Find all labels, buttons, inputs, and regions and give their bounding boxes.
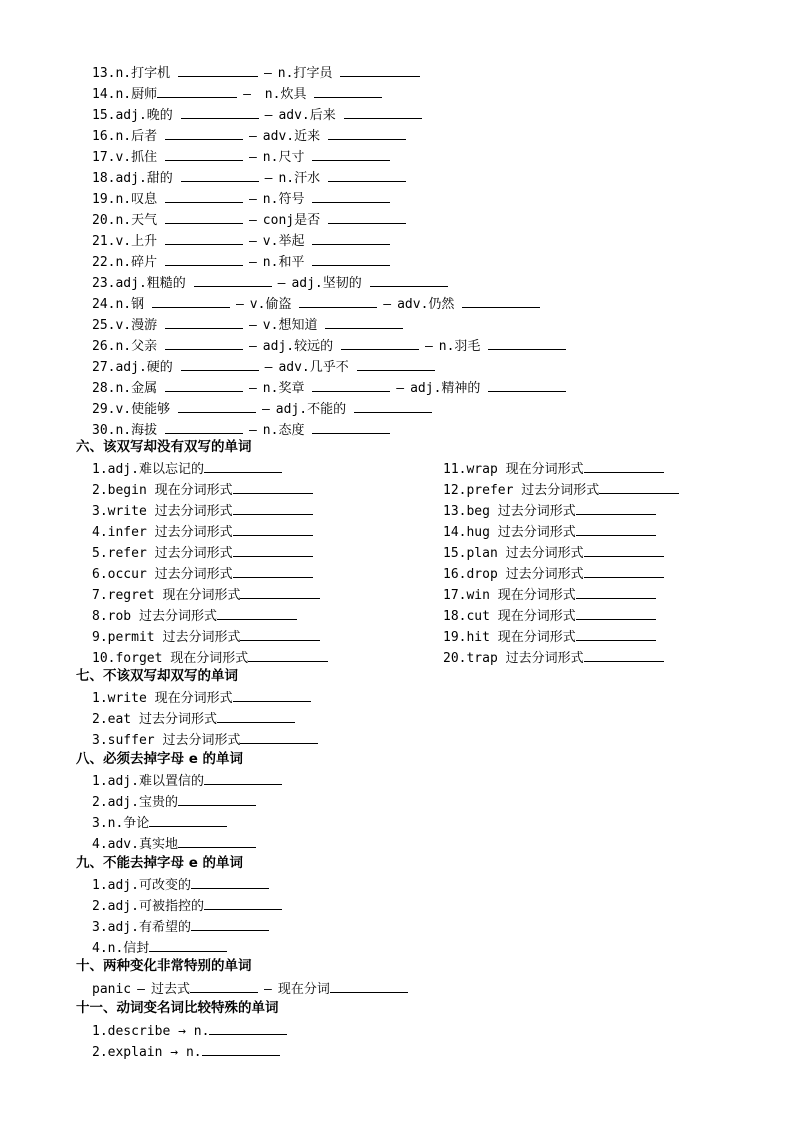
answer-blank[interactable] (165, 146, 243, 161)
answer-blank[interactable] (357, 356, 435, 371)
answer-blank[interactable] (312, 146, 390, 161)
answer-blank[interactable] (340, 62, 420, 77)
answer-blank[interactable] (181, 167, 259, 182)
answer-blank[interactable] (330, 978, 408, 993)
list-item: 14.hug 过去分词形式 (443, 521, 656, 543)
list-item: 3.suffer 过去分词形式 (92, 729, 318, 751)
answer-blank[interactable] (157, 83, 237, 98)
list-item: 1.adj.可改变的 (92, 874, 269, 896)
answer-blank[interactable] (194, 272, 272, 287)
answer-blank[interactable] (576, 500, 656, 515)
answer-blank[interactable] (341, 335, 419, 350)
answer-blank[interactable] (217, 708, 295, 723)
list-item: 24.n.钢 — v.偷盗 — adv.仍然 (92, 293, 540, 315)
section-title: 七、不该双写却双写的单词 (76, 668, 238, 684)
answer-blank[interactable] (584, 458, 664, 473)
list-item: 1.write 现在分词形式 (92, 687, 311, 709)
list-item: 16.drop 过去分词形式 (443, 563, 664, 585)
answer-blank[interactable] (325, 314, 403, 329)
answer-blank[interactable] (312, 230, 390, 245)
answer-blank[interactable] (181, 104, 259, 119)
answer-blank[interactable] (314, 83, 382, 98)
answer-blank[interactable] (488, 335, 566, 350)
answer-blank[interactable] (181, 356, 259, 371)
answer-blank[interactable] (584, 563, 664, 578)
answer-blank[interactable] (584, 647, 664, 662)
answer-blank[interactable] (165, 419, 243, 434)
answer-blank[interactable] (488, 377, 566, 392)
list-item: 25.v.漫游 — v.想知道 (92, 314, 403, 336)
list-item: 21.v.上升 — v.举起 (92, 230, 390, 252)
section-title: 十一、动词变名词比较特殊的单词 (76, 1000, 279, 1016)
answer-blank[interactable] (190, 978, 258, 993)
answer-blank[interactable] (165, 209, 243, 224)
answer-blank[interactable] (576, 584, 656, 599)
list-item: 14.n.厨师 — n.炊具 (92, 83, 382, 105)
list-item: 26.n.父亲 — adj.较远的 — n.羽毛 (92, 335, 566, 357)
answer-blank[interactable] (165, 377, 243, 392)
answer-blank[interactable] (178, 833, 256, 848)
answer-blank[interactable] (165, 125, 243, 140)
list-item: 23.adj.粗糙的 — adj.坚韧的 (92, 272, 448, 294)
arrow-icon: → (178, 1024, 186, 1039)
list-item: 6.occur 过去分词形式 (92, 563, 313, 585)
list-item: panic — 过去式 — 现在分词 (92, 978, 408, 1000)
answer-blank[interactable] (204, 770, 282, 785)
answer-blank[interactable] (233, 687, 311, 702)
list-item: 20.trap 过去分词形式 (443, 647, 664, 669)
answer-blank[interactable] (354, 398, 432, 413)
list-item: 5.refer 过去分词形式 (92, 542, 313, 564)
list-item: 18.adj.甜的 — n.汗水 (92, 167, 406, 189)
answer-blank[interactable] (152, 293, 230, 308)
list-item: 2.eat 过去分词形式 (92, 708, 295, 730)
list-item: 15.plan 过去分词形式 (443, 542, 664, 564)
list-item: 17.win 现在分词形式 (443, 584, 656, 606)
list-item: 27.adj.硬的 — adv.几乎不 (92, 356, 435, 378)
answer-blank[interactable] (165, 188, 243, 203)
answer-blank[interactable] (204, 458, 282, 473)
section-title: 九、不能去掉字母 e 的单词 (76, 855, 244, 871)
list-item: 4.infer 过去分词形式 (92, 521, 313, 543)
answer-blank[interactable] (462, 293, 540, 308)
answer-blank[interactable] (248, 647, 328, 662)
answer-blank[interactable] (178, 62, 258, 77)
list-item: 9.permit 过去分词形式 (92, 626, 320, 648)
list-item: 7.regret 现在分词形式 (92, 584, 320, 606)
answer-blank[interactable] (576, 605, 656, 620)
answer-blank[interactable] (240, 626, 320, 641)
list-item: 30.n.海拔 — n.态度 (92, 419, 390, 441)
list-item: 2.begin 现在分词形式 (92, 479, 313, 501)
answer-blank[interactable] (233, 542, 313, 557)
answer-blank[interactable] (599, 479, 679, 494)
answer-blank[interactable] (299, 293, 377, 308)
answer-blank[interactable] (312, 377, 390, 392)
section-title: 六、该双写却没有双写的单词 (76, 439, 252, 455)
answer-blank[interactable] (328, 209, 406, 224)
list-item: 17.v.抓住 — n.尺寸 (92, 146, 390, 168)
section-title: 八、必须去掉字母 e 的单词 (76, 751, 244, 767)
answer-blank[interactable] (165, 335, 243, 350)
list-item: 13.beg 过去分词形式 (443, 500, 656, 522)
answer-blank[interactable] (191, 874, 269, 889)
list-item: 29.v.使能够 — adj.不能的 (92, 398, 432, 420)
answer-blank[interactable] (165, 230, 243, 245)
answer-blank[interactable] (312, 188, 390, 203)
answer-blank[interactable] (191, 916, 269, 931)
answer-blank[interactable] (233, 500, 313, 515)
list-item: 1.adj.难以忘记的 (92, 458, 282, 480)
answer-blank[interactable] (233, 563, 313, 578)
list-item: 11.wrap 现在分词形式 (443, 458, 664, 480)
list-item: 18.cut 现在分词形式 (443, 605, 656, 627)
answer-blank[interactable] (233, 479, 313, 494)
list-item: 4.n.信封 (92, 937, 227, 959)
list-item: 3.write 过去分词形式 (92, 500, 313, 522)
answer-blank[interactable] (576, 626, 656, 641)
list-item: 15.adj.晚的 — adv.后来 (92, 104, 422, 126)
list-item: 3.n.争论 (92, 812, 227, 834)
list-item: 2.adj.可被指控的 (92, 895, 282, 917)
list-item: 19.n.叹息 — n.符号 (92, 188, 390, 210)
list-item: 1.adj.难以置信的 (92, 770, 282, 792)
answer-blank[interactable] (149, 937, 227, 952)
answer-blank[interactable] (149, 812, 227, 827)
section-title: 十、两种变化非常特别的单词 (76, 958, 252, 974)
list-item: 2.explain → n. (92, 1041, 280, 1063)
answer-blank[interactable] (240, 584, 320, 599)
list-item: 4.adv.真实地 (92, 833, 256, 855)
answer-blank[interactable] (328, 125, 406, 140)
list-item: 19.hit 现在分词形式 (443, 626, 656, 648)
list-item: 13.n.打字机 — n.打字员 (92, 62, 420, 84)
answer-blank[interactable] (233, 521, 313, 536)
arrow-icon: → (170, 1045, 179, 1060)
list-item: 8.rob 过去分词形式 (92, 605, 297, 627)
list-item: 2.adj.宝贵的 (92, 791, 256, 813)
list-item: 1.describe → n. (92, 1020, 287, 1042)
list-item: 12.prefer 过去分词形式 (443, 479, 679, 501)
answer-blank[interactable] (209, 1020, 287, 1035)
answer-blank[interactable] (165, 251, 243, 266)
answer-blank[interactable] (370, 272, 448, 287)
answer-blank[interactable] (312, 419, 390, 434)
answer-blank[interactable] (165, 314, 243, 329)
list-item: 16.n.后者 — adv.近来 (92, 125, 406, 147)
list-item: 22.n.碎片 — n.和平 (92, 251, 390, 273)
answer-blank[interactable] (584, 542, 664, 557)
list-item: 10.forget 现在分词形式 (92, 647, 328, 669)
answer-blank[interactable] (344, 104, 422, 119)
answer-blank[interactable] (202, 1041, 280, 1056)
answer-blank[interactable] (178, 398, 256, 413)
answer-blank[interactable] (217, 605, 297, 620)
list-item: 28.n.金属 — n.奖章 — adj.精神的 (92, 377, 566, 399)
answer-blank[interactable] (328, 167, 406, 182)
answer-blank[interactable] (204, 895, 282, 910)
answer-blank[interactable] (178, 791, 256, 806)
list-item: 20.n.天气 — conj是否 (92, 209, 406, 231)
list-item: 3.adj.有希望的 (92, 916, 269, 938)
answer-blank[interactable] (576, 521, 656, 536)
answer-blank[interactable] (240, 729, 318, 744)
answer-blank[interactable] (312, 251, 390, 266)
